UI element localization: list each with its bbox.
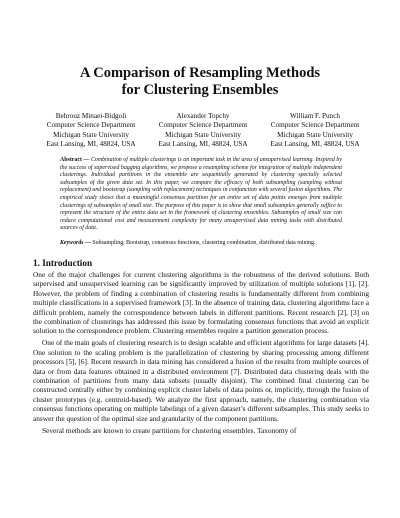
author-univ: Michigan State University	[165, 130, 241, 139]
author-univ: Michigan State University	[277, 130, 353, 139]
title-line-2: for Clustering Ensembles	[121, 82, 279, 98]
abstract	[60, 157, 342, 233]
paragraph: Several methods are known to create partitions for clustering ensembles. Taxonomy of	[42, 425, 297, 435]
author-univ: Michigan State University	[53, 130, 129, 139]
author-2	[148, 112, 258, 149]
author-name: William F. Punch	[289, 112, 341, 120]
keywords-label: Keywords —	[60, 240, 91, 246]
author-dept: Computer Science Department	[158, 121, 248, 130]
title-line-1: A Comparison of Resampling Methods	[79, 65, 321, 81]
author-block	[36, 112, 370, 149]
author-addr: East Lansing, MI, 48824, USA	[158, 139, 248, 148]
author-dept: Computer Science Department	[270, 121, 360, 130]
author-name: Behrouz Minaei-Bidgoli	[55, 112, 127, 120]
abstract-text: Combination of multiple clusterings is an important task in the area of unsupervised learning. Inspired by the success of supervised bagging algorithms, we propose a resampling scheme for integration of multiple independent clusterings. Individual partitions in the ensemble are sequentially generated by clustering specially selected subsamples of the given data set. In this paper, we compare the efficacy of both subsampling (sampling without replacement) and bootstrap (sampling with replacement) techniques in conjunction with several fusion algorithms. The empirical study shows that a meaningful consensus partition for an entire set of data points emerges from multiple clusterings of subsamples of small size. The purpose of this paper is to show that small subsamples generally suffice to represent the structure of the entire data set in the framework of clustering ensembles. Subsamples of small size can reduce computational cost and measurement complexity for many unsupervised data mining tasks with distributed sources of data.	[60, 157, 342, 232]
author-name: Alexander Topchy	[176, 112, 230, 120]
author-1	[36, 112, 146, 149]
abstract-label: Abstract —	[60, 157, 90, 163]
body-text	[33, 270, 369, 437]
author-addr: East Lansing, MI, 48824, USA	[270, 139, 360, 148]
keywords	[60, 240, 342, 248]
paragraph: One of the major challenges for current clustering algorithms is the robustness of the derived solutions. Both supervised and unsupervised learning can be significantly improved by utilization of multiple solutions [1], [2]. However, the problem of finding a combination of clustering results is fundamentally different from combining multiple classifications in a supervised framework [3]. In the absence of training data, clustering algorithms face a difficult problem, namely the correspondence between labels in different partitions. Recent research [2], [3] on the combination of clusterings has addressed this issue by formulating consensus functions that avoid an explicit solution to the correspondence problem. Clustering ensembles require a partition generation process.	[33, 270, 369, 336]
paragraph: One of the main goals of clustering research is to design scalable and efficient algorithms for large datasets [4]. One solution to the scaling problem is the parallelization of clustering by sharing processing among different processors [5], [6]. Recent research in data mining has considered a fusion of the results from multiple sources of data or from data features obtained in a distributed environment [7]. Distributed data clustering deals with the combination of partitions from many data subsets (usually disjoint). The combined final clustering can be constructed centrally either by combining explicit cluster labels of data points or, implicitly, through the fusion of cluster prototypes (e.g. centroid-based). We analyze the first approach, namely, the clustering combination via consensus functions operating on multiple labelings of a given dataset’s different subsamples. This study seeks to answer the question of the optimal size and granularity of the component partitions.	[33, 338, 369, 423]
author-addr: East Lansing, MI, 48824, USA	[46, 139, 136, 148]
keywords-text: Subsampling, Bootstrap, consensus functions, clustering combination, distributed data mining.	[92, 240, 316, 246]
author-dept: Computer Science Department	[46, 121, 136, 130]
paper-title	[30, 65, 370, 99]
author-3	[260, 112, 370, 149]
section-heading: 1. Introduction	[33, 258, 93, 268]
